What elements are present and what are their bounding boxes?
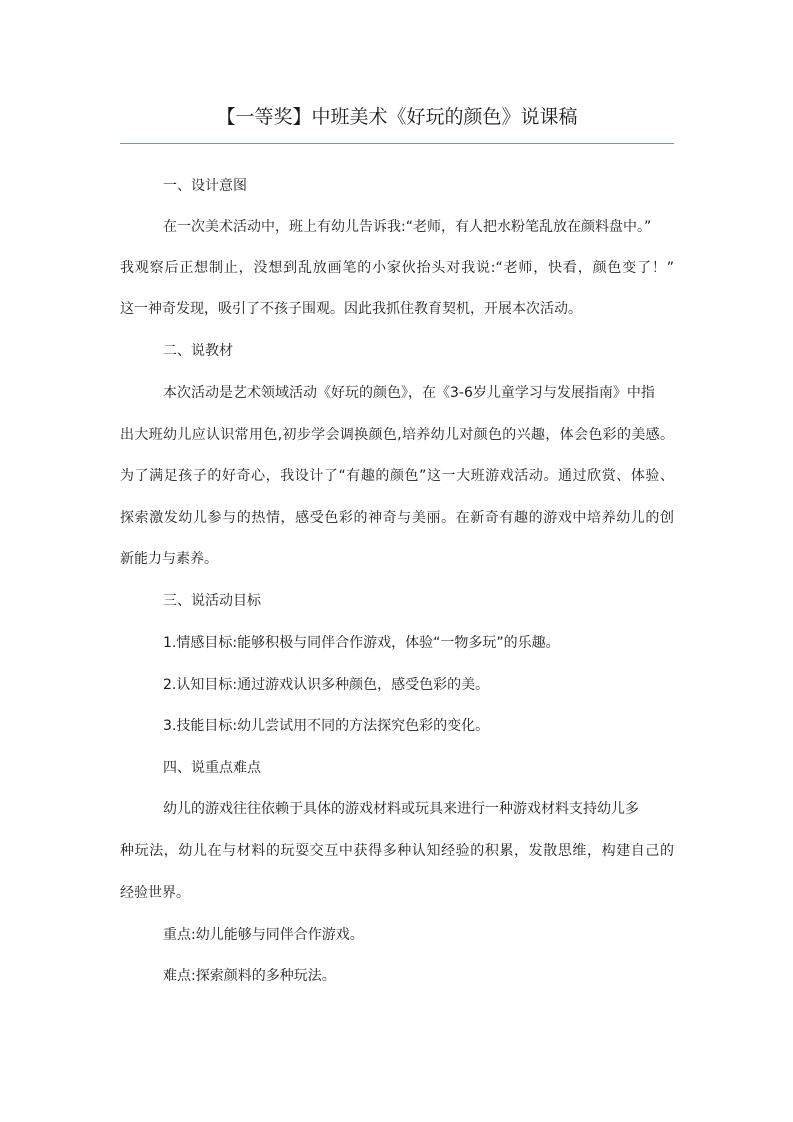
paragraph-line: 新能力与素养。: [120, 551, 218, 567]
section-heading-objectives: 三、说活动目标: [163, 593, 261, 609]
paragraph-line: 这一神奇发现，吸引了不孩子围观。因此我抓住教育契机，开展本次活动。: [120, 301, 582, 317]
paragraph-line: 在一次美术活动中，班上有幼儿告诉我:“老师，有人把水粉笔乱放在颜料盘中。”: [163, 219, 652, 235]
objective-item: 2.认知目标:通过游戏认识多种颜色，感受色彩的美。: [163, 677, 490, 693]
document-title: 【一等奖】中班美术《好玩的颜色》说课稿: [216, 106, 578, 128]
section-heading-design-intent: 一、设计意图: [163, 178, 247, 194]
paragraph-line: 本次活动是艺术领域活动《好玩的颜色》，在《3-6岁儿童学习与发展指南》中指: [163, 385, 655, 401]
objective-item: 1.情感目标:能够积极与同伴合作游戏，体验“一物多玩”的乐趣。: [163, 635, 560, 651]
paragraph-line: 我观察后正想制止，没想到乱放画笔的小家伙抬头对我说:“老师，快看，颜色变了！”: [120, 260, 674, 276]
paragraph-line: 幼儿的游戏往往依赖于具体的游戏材料或玩具来进行一种游戏材料支持幼儿多: [163, 801, 639, 817]
paragraph-line: 种玩法，幼儿在与材料的玩耍交互中获得多种认知经验的积累，发散思维，构建自己的: [120, 843, 674, 859]
objective-item: 3.技能目标:幼儿尝试用不同的方法探究色彩的变化。: [163, 718, 490, 734]
difficulty-line: 难点:探索颜料的多种玩法。: [163, 968, 336, 984]
paragraph-line: 经验世界。: [120, 885, 190, 901]
paragraph-line: 为了满足孩子的好奇心，我设计了“有趣的颜色”这一大班游戏活动。通过欣赏、体验、: [120, 468, 674, 484]
paragraph-line: 出大班幼儿应认识常用色,初步学会调换颜色,培养幼儿对颜色的兴趣，体会色彩的美感。: [120, 427, 674, 443]
key-point-line: 重点:幼儿能够与同伴合作游戏。: [163, 927, 364, 943]
section-heading-key-points: 四、说重点难点: [163, 760, 261, 776]
paragraph-line: 探索激发幼儿参与的热情，感受色彩的神奇与美丽。在新奇有趣的游戏中培养幼儿的创: [120, 510, 674, 526]
title-divider: [120, 143, 674, 144]
section-heading-materials: 二、说教材: [163, 343, 233, 359]
